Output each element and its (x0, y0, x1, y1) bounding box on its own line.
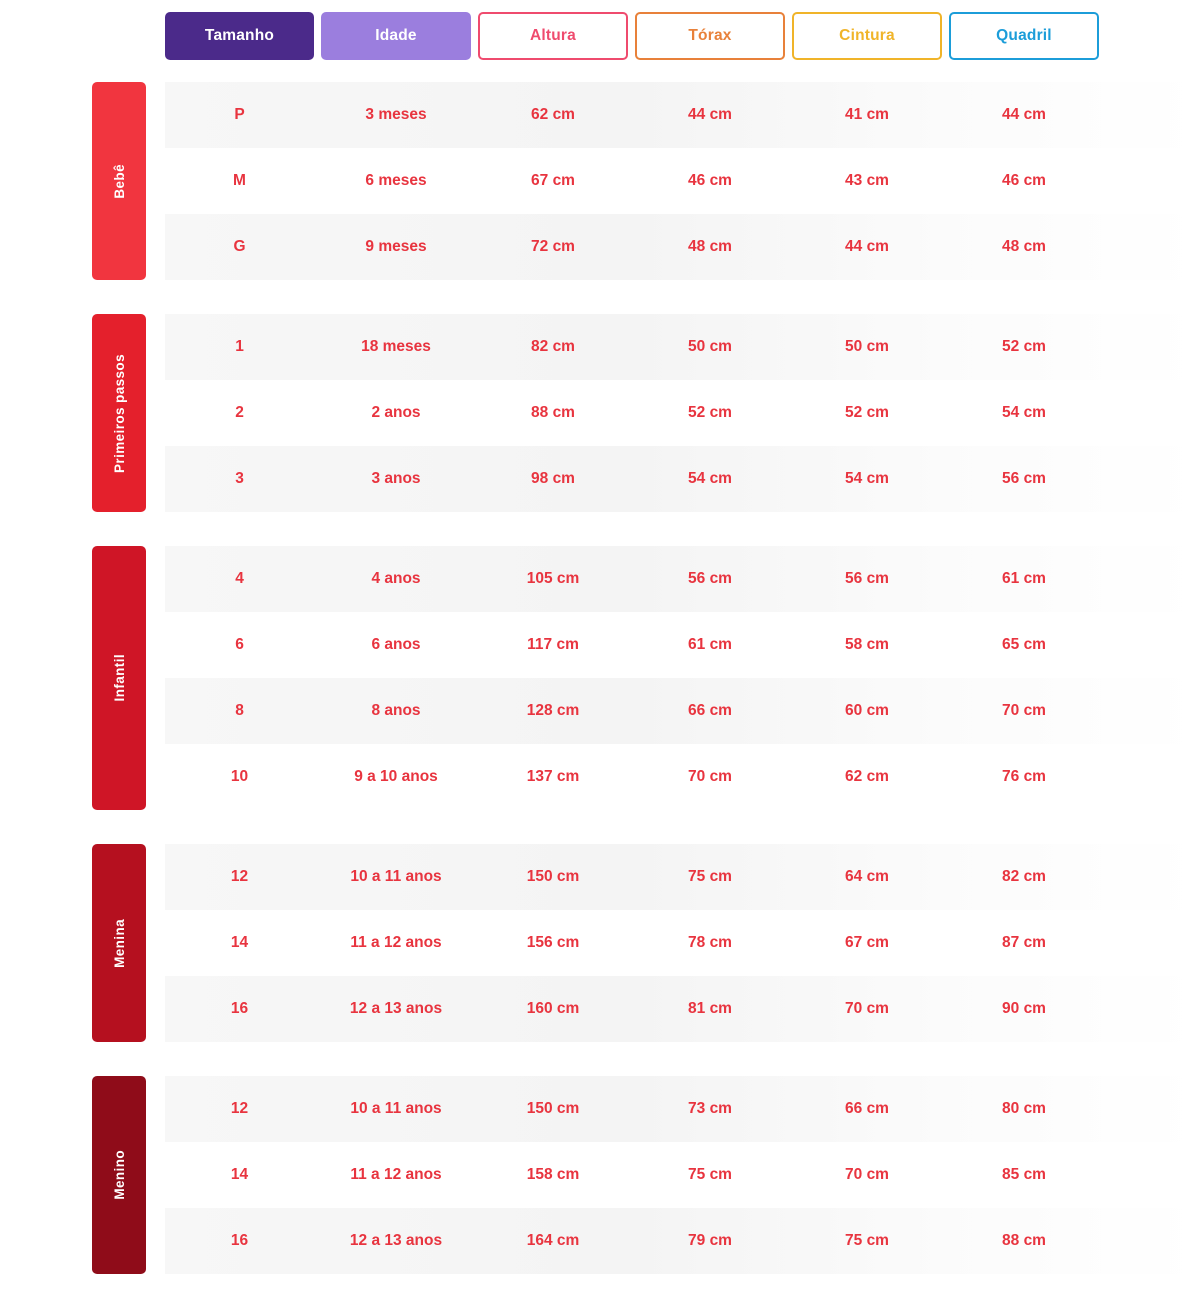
table-row (165, 844, 1200, 910)
column-header-tamanho: Tamanho (165, 12, 314, 60)
table-cell-tamanho: 4 (235, 570, 244, 587)
table-cell-torax: 66 cm (688, 702, 732, 719)
table-cell-cintura: 75 cm (845, 1232, 889, 1249)
table-cell-cintura: 60 cm (845, 702, 889, 719)
table-cell-torax: 54 cm (688, 470, 732, 487)
table-cell-cintura: 50 cm (845, 338, 889, 355)
table-cell-torax: 79 cm (688, 1232, 732, 1249)
table-row (165, 976, 1200, 1042)
table-cell-quadril: 70 cm (1002, 702, 1046, 719)
table-cell-altura: 72 cm (531, 238, 575, 255)
group-label-text: Menina (111, 918, 127, 968)
table-cell-quadril: 88 cm (1002, 1232, 1046, 1249)
group-rows (165, 844, 1200, 1042)
size-group (0, 1076, 1200, 1274)
table-cell-tamanho: P (234, 106, 245, 123)
table-row (165, 1208, 1200, 1274)
table-cell-altura: 137 cm (526, 768, 580, 785)
table-cell-cintura: 54 cm (845, 470, 889, 487)
table-cell-quadril: 52 cm (1002, 338, 1046, 355)
size-group (0, 844, 1200, 1042)
table-cell-tamanho: G (233, 238, 246, 255)
table-cell-quadril: 65 cm (1002, 636, 1046, 653)
table-row (165, 82, 1200, 148)
group-label-tab (92, 546, 146, 810)
size-group (0, 546, 1200, 810)
table-cell-cintura: 66 cm (845, 1100, 889, 1117)
table-cell-altura: 160 cm (526, 1000, 580, 1017)
table-cell-idade: 8 anos (371, 702, 421, 719)
table-row (165, 1076, 1200, 1142)
table-cell-altura: 105 cm (526, 570, 580, 587)
table-cell-tamanho: 14 (230, 934, 249, 951)
table-cell-quadril: 44 cm (1002, 106, 1046, 123)
table-cell-idade: 9 meses (365, 238, 427, 255)
table-cell-altura: 117 cm (527, 636, 579, 653)
table-cell-altura: 158 cm (526, 1166, 580, 1183)
table-cell-quadril: 82 cm (1002, 868, 1046, 885)
table-cell-cintura: 62 cm (845, 768, 889, 785)
table-cell-cintura: 44 cm (845, 238, 889, 255)
table-cell-altura: 82 cm (531, 338, 575, 355)
table-row (165, 546, 1200, 612)
group-rows (165, 314, 1200, 512)
table-cell-tamanho: 16 (230, 1232, 249, 1249)
table-cell-quadril: 48 cm (1002, 238, 1046, 255)
group-label-tab (92, 1076, 146, 1274)
table-cell-idade: 10 a 11 anos (350, 868, 442, 885)
table-cell-altura: 62 cm (531, 106, 575, 123)
table-cell-idade: 4 anos (371, 570, 421, 587)
table-cell-quadril: 80 cm (1002, 1100, 1046, 1117)
table-cell-altura: 150 cm (526, 1100, 580, 1117)
group-label-tab (92, 314, 146, 512)
size-group (0, 314, 1200, 512)
table-cell-quadril: 90 cm (1002, 1000, 1046, 1017)
table-cell-torax: 46 cm (688, 172, 732, 189)
table-cell-idade: 9 a 10 anos (354, 768, 438, 785)
table-cell-idade: 11 a 12 anos (350, 934, 442, 951)
table-row (165, 214, 1200, 280)
size-groups (0, 82, 1200, 1274)
table-cell-cintura: 43 cm (845, 172, 889, 189)
table-cell-quadril: 61 cm (1002, 570, 1046, 587)
group-rows (165, 82, 1200, 280)
table-cell-idade: 10 a 11 anos (350, 1100, 442, 1117)
table-cell-idade: 2 anos (371, 404, 421, 421)
table-cell-cintura: 56 cm (845, 570, 889, 587)
table-cell-torax: 44 cm (688, 106, 732, 123)
table-cell-torax: 48 cm (688, 238, 732, 255)
table-cell-tamanho: 10 (230, 768, 249, 785)
table-cell-torax: 81 cm (688, 1000, 732, 1017)
column-header-idade: Idade (321, 12, 471, 60)
table-cell-altura: 88 cm (531, 404, 575, 421)
table-cell-tamanho: 1 (235, 338, 244, 355)
table-cell-torax: 70 cm (688, 768, 732, 785)
table-row (165, 678, 1200, 744)
table-cell-quadril: 56 cm (1002, 470, 1046, 487)
table-row (165, 380, 1200, 446)
column-header-cintura: Cintura (792, 12, 942, 60)
table-cell-altura: 128 cm (526, 702, 580, 719)
table-row (165, 314, 1200, 380)
table-cell-tamanho: 6 (235, 636, 244, 653)
table-cell-idade: 18 meses (361, 338, 431, 355)
table-cell-cintura: 67 cm (845, 934, 889, 951)
table-cell-cintura: 41 cm (845, 106, 889, 123)
group-label-tab (92, 82, 146, 280)
group-rows (165, 1076, 1200, 1274)
table-cell-tamanho: 12 (230, 1100, 249, 1117)
column-header-quadril: Quadril (949, 12, 1099, 60)
table-cell-idade: 12 a 13 anos (349, 1232, 443, 1249)
table-cell-cintura: 52 cm (845, 404, 889, 421)
table-cell-quadril: 87 cm (1002, 934, 1046, 951)
table-cell-torax: 61 cm (688, 636, 732, 653)
table-cell-idade: 3 meses (365, 106, 427, 123)
group-label-text: Bebê (111, 163, 127, 199)
table-cell-tamanho: 14 (230, 1166, 249, 1183)
table-cell-cintura: 70 cm (845, 1166, 889, 1183)
table-cell-idade: 12 a 13 anos (349, 1000, 443, 1017)
table-row (165, 446, 1200, 512)
table-cell-quadril: 76 cm (1002, 768, 1046, 785)
table-row (165, 910, 1200, 976)
table-row (165, 1142, 1200, 1208)
table-cell-tamanho: 12 (230, 868, 249, 885)
table-row (165, 612, 1200, 678)
group-label-text: Primeiros passos (111, 353, 127, 473)
table-cell-altura: 150 cm (526, 868, 580, 885)
table-cell-quadril: 46 cm (1002, 172, 1046, 189)
table-cell-torax: 73 cm (688, 1100, 732, 1117)
table-cell-tamanho: 8 (235, 702, 244, 719)
table-cell-torax: 56 cm (688, 570, 732, 587)
table-row (165, 744, 1200, 810)
table-cell-tamanho: 2 (235, 404, 244, 421)
column-header-torax: Tórax (635, 12, 785, 60)
table-header-row (0, 8, 1200, 64)
table-cell-idade: 3 anos (371, 470, 421, 487)
table-cell-quadril: 85 cm (1002, 1166, 1046, 1183)
table-cell-torax: 78 cm (688, 934, 732, 951)
size-group (0, 82, 1200, 280)
table-cell-torax: 75 cm (688, 1166, 732, 1183)
table-cell-altura: 67 cm (531, 172, 575, 189)
table-cell-altura: 98 cm (531, 470, 575, 487)
group-label-text: Infantil (111, 654, 127, 702)
table-cell-idade: 6 meses (365, 172, 427, 189)
table-cell-torax: 50 cm (688, 338, 732, 355)
table-cell-tamanho: 16 (230, 1000, 249, 1017)
table-cell-cintura: 70 cm (845, 1000, 889, 1017)
table-cell-quadril: 54 cm (1002, 404, 1046, 421)
table-cell-torax: 52 cm (688, 404, 732, 421)
group-label-tab (92, 844, 146, 1042)
column-header-altura: Altura (478, 12, 628, 60)
table-cell-altura: 156 cm (526, 934, 580, 951)
table-cell-tamanho: M (233, 172, 246, 189)
table-cell-cintura: 58 cm (845, 636, 889, 653)
table-cell-idade: 6 anos (371, 636, 421, 653)
table-cell-altura: 164 cm (526, 1232, 580, 1249)
group-rows (165, 546, 1200, 810)
group-label-text: Menino (111, 1150, 127, 1200)
table-cell-torax: 75 cm (688, 868, 732, 885)
table-cell-cintura: 64 cm (845, 868, 889, 885)
table-cell-tamanho: 3 (235, 470, 244, 487)
table-cell-idade: 11 a 12 anos (350, 1166, 442, 1183)
table-row (165, 148, 1200, 214)
